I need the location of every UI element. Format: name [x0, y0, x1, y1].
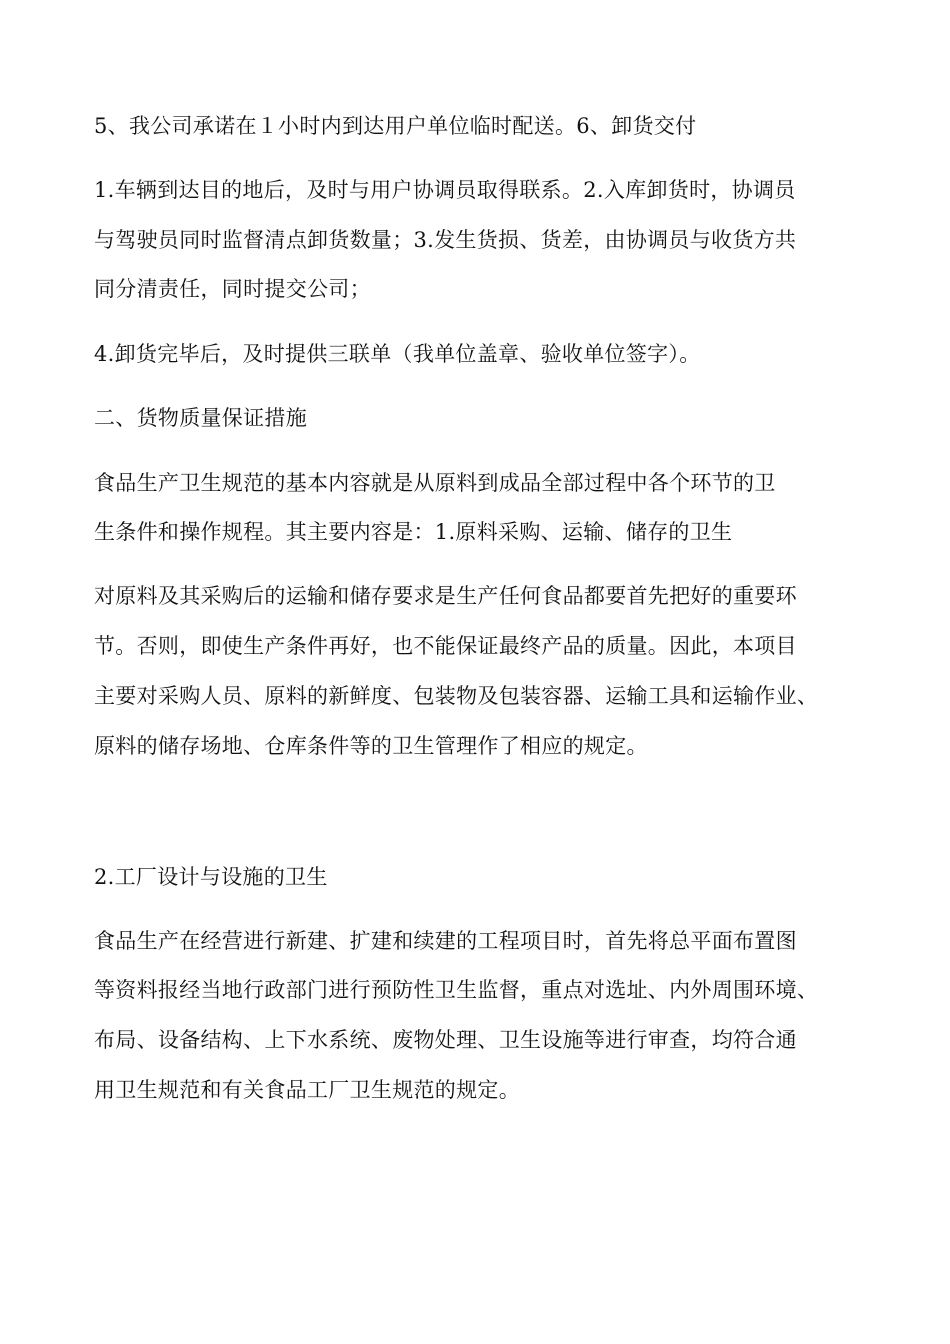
text-line: 食品生产在经营进行新建、扩建和续建的工程项目时，首先将总平面布置图: [94, 929, 797, 953]
text-line: 原料的储存场地、仓库条件等的卫生管理作了相应的规定。: [94, 734, 648, 758]
text-line: 主要对采购人员、原料的新鲜度、包装物及包装容器、运输工具和运输作业、: [94, 684, 819, 708]
text-line: 同分清责任，同时提交公司；: [94, 277, 371, 301]
text-line: 与驾驶员同时监督清点卸货数量；3.发生货损、货差，由协调员与收货方共: [94, 228, 797, 252]
text-line: 5、我公司承诺在１小时内到达用户单位临时配送。6、卸货交付: [94, 114, 697, 138]
text-line: 布局、设备结构、上下水系统、废物处理、卫生设施等进行审查，均符合通: [94, 1028, 797, 1052]
text-line: 用卫生规范和有关食品工厂卫生规范的规定。: [94, 1078, 520, 1102]
text-line: 等资料报经当地行政部门进行预防性卫生监督，重点对选址、内外周围环境、: [94, 978, 819, 1002]
text-line: 对原料及其采购后的运输和储存要求是生产任何食品都要首先把好的重要环: [94, 584, 797, 608]
text-line: 1.车辆到达目的地后，及时与用户协调员取得联系。2.入库卸货时，协调员: [94, 178, 796, 202]
text-line: 生条件和操作规程。其主要内容是：1.原料采购、运输、储存的卫生: [94, 520, 733, 544]
section-heading: 2.工厂设计与设施的卫生: [94, 865, 328, 889]
text-line: 食品生产卫生规范的基本内容就是从原料到成品全部过程中各个环节的卫: [94, 471, 776, 495]
section-heading: 二、货物质量保证措施: [94, 406, 307, 430]
text-line: 节。否则，即使生产条件再好，也不能保证最终产品的质量。因此，本项目: [94, 634, 797, 658]
text-line: 4.卸货完毕后，及时提供三联单（我单位盖章、验收单位签字）。: [94, 342, 701, 366]
